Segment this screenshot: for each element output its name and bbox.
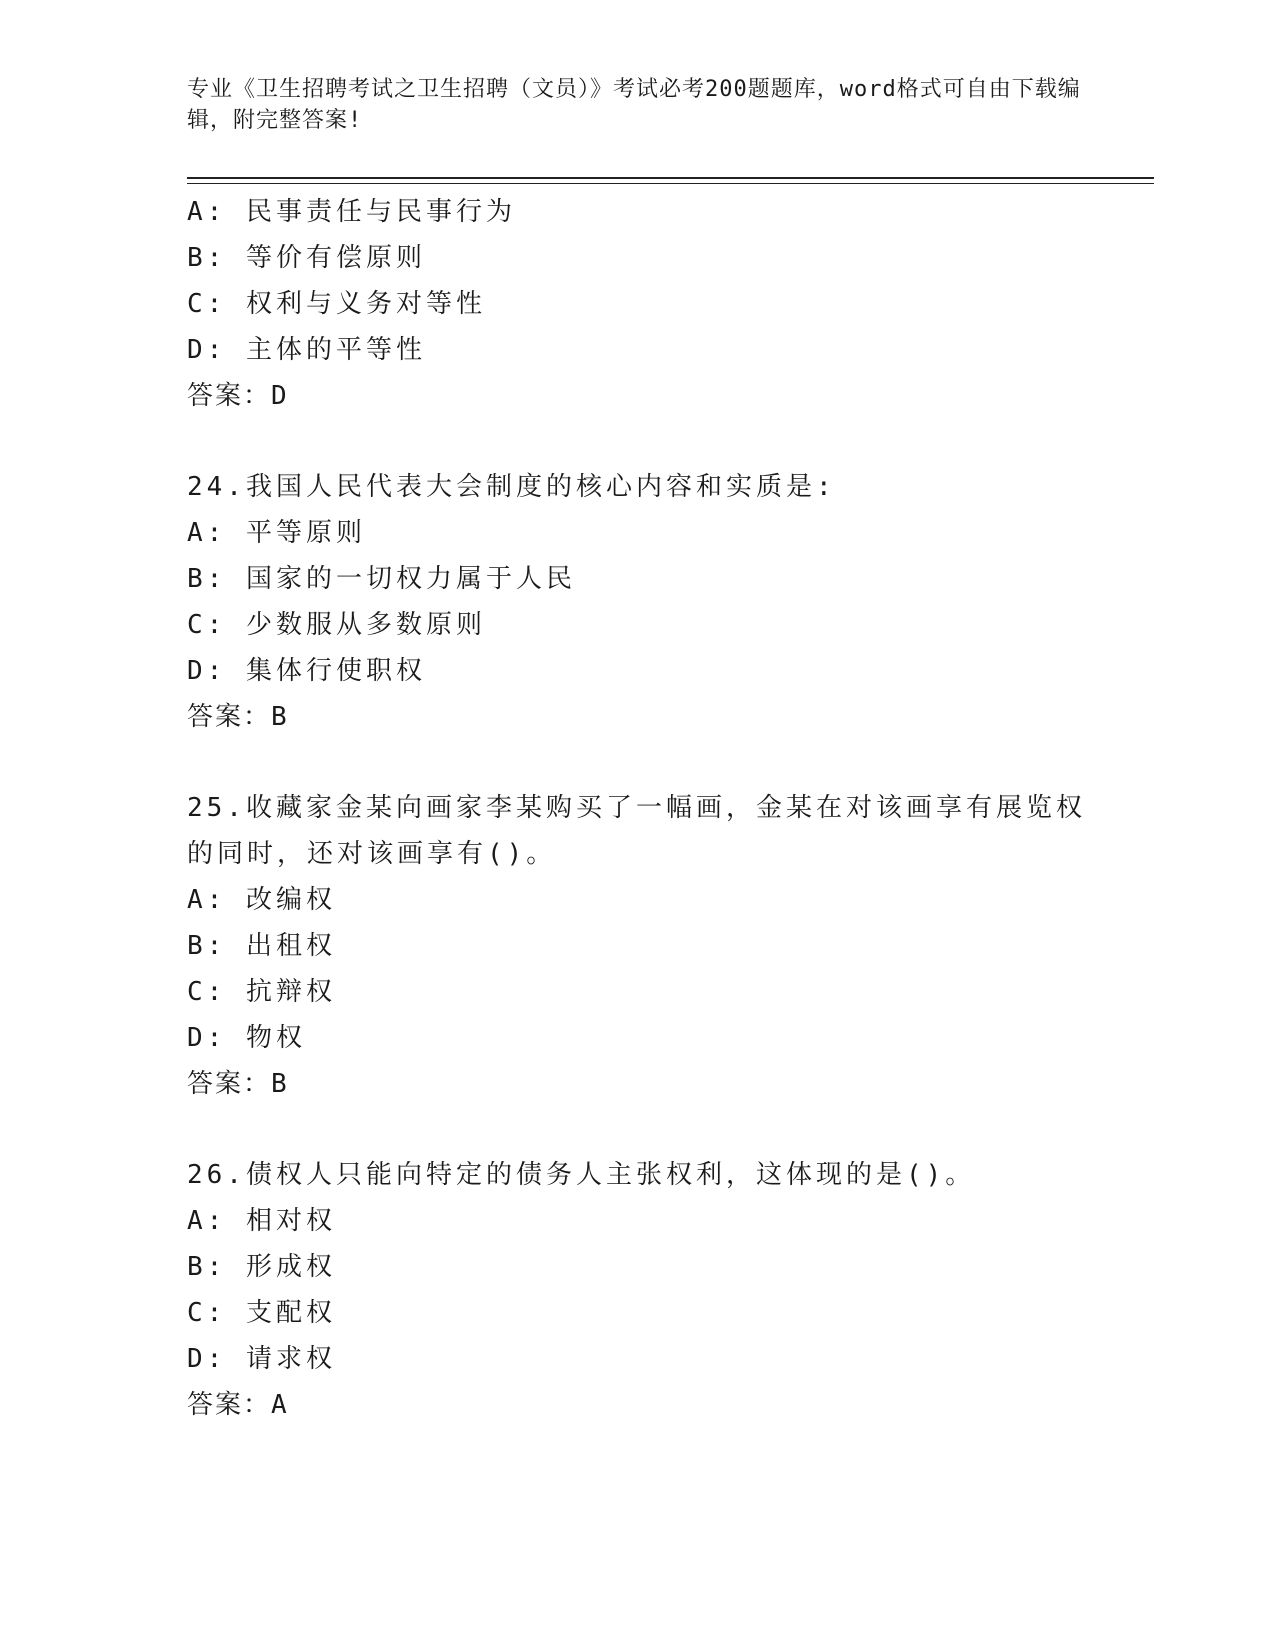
question-text: 24.我国人民代表大会制度的核心内容和实质是:	[187, 472, 836, 502]
option-c	[187, 969, 1107, 1015]
option-letter: D:	[187, 335, 227, 365]
header-divider-thin	[187, 183, 1154, 184]
question-block-25	[187, 785, 1107, 1107]
answer-line	[187, 1382, 1107, 1428]
document-header	[187, 74, 1087, 136]
option-text: 权利与义务对等性	[245, 289, 486, 319]
option-b	[187, 235, 1107, 281]
option-letter: C:	[187, 1298, 227, 1328]
option-b	[187, 1244, 1107, 1290]
option-letter: D:	[187, 1023, 227, 1053]
option-letter: B:	[187, 931, 227, 961]
option-d	[187, 1336, 1107, 1382]
answer-line	[187, 694, 1107, 740]
header-divider-thick	[187, 177, 1154, 179]
answer-label: 答案：	[187, 702, 272, 732]
option-text: 支配权	[245, 1298, 336, 1328]
option-letter: A:	[187, 1206, 227, 1236]
option-letter: B:	[187, 564, 227, 594]
option-c	[187, 602, 1107, 648]
option-text: 主体的平等性	[245, 335, 426, 365]
question-block-26	[187, 1152, 1107, 1428]
option-text: 民事责任与民事行为	[245, 197, 516, 227]
question-list	[187, 189, 1107, 1428]
question-block-prev	[187, 189, 1107, 419]
answer-value: B	[271, 702, 287, 732]
option-a	[187, 510, 1107, 556]
question-text: 26.债权人只能向特定的债务人主张权利，这体现的是()。	[187, 1160, 976, 1190]
option-letter: C:	[187, 289, 227, 319]
option-letter: A:	[187, 885, 227, 915]
option-c	[187, 281, 1107, 327]
question-block-24	[187, 464, 1107, 740]
option-text: 集体行使职权	[245, 656, 426, 686]
option-letter: A:	[187, 518, 227, 548]
answer-label: 答案：	[187, 381, 272, 411]
option-b	[187, 556, 1107, 602]
option-text: 形成权	[245, 1252, 336, 1282]
option-text: 请求权	[245, 1344, 336, 1374]
option-b	[187, 923, 1107, 969]
option-letter: D:	[187, 1344, 227, 1374]
option-text: 等价有偿原则	[245, 243, 426, 273]
option-a	[187, 877, 1107, 923]
option-letter: C:	[187, 977, 227, 1007]
option-letter: C:	[187, 610, 227, 640]
option-text: 改编权	[245, 885, 336, 915]
option-letter: B:	[187, 243, 227, 273]
answer-value: B	[271, 1069, 287, 1099]
header-title: 专业《卫生招聘考试之卫生招聘（文员）》考试必考200题题库，word格式可自由下载编辑，附完整答案!	[187, 77, 1081, 133]
option-d	[187, 327, 1107, 373]
answer-line	[187, 373, 1107, 419]
answer-line	[187, 1061, 1107, 1107]
answer-value: D	[271, 381, 287, 411]
option-c	[187, 1290, 1107, 1336]
option-text: 国家的一切权力属于人民	[245, 564, 576, 594]
answer-label: 答案：	[187, 1069, 272, 1099]
option-a	[187, 1198, 1107, 1244]
option-letter: A:	[187, 197, 227, 227]
option-text: 抗辩权	[245, 977, 336, 1007]
answer-value: A	[271, 1390, 287, 1420]
answer-label: 答案：	[187, 1390, 272, 1420]
option-text: 物权	[245, 1023, 306, 1053]
option-d	[187, 648, 1107, 694]
option-text: 相对权	[245, 1206, 336, 1236]
question-text: 25.收藏家金某向画家李某购买了一幅画，金某在对该画享有展览权的同时，还对该画享有()。	[187, 793, 1086, 869]
option-text: 出租权	[245, 931, 336, 961]
option-letter: B:	[187, 1252, 227, 1282]
option-d	[187, 1015, 1107, 1061]
option-letter: D:	[187, 656, 227, 686]
option-text: 平等原则	[245, 518, 366, 548]
option-text: 少数服从多数原则	[245, 610, 486, 640]
option-a	[187, 189, 1107, 235]
